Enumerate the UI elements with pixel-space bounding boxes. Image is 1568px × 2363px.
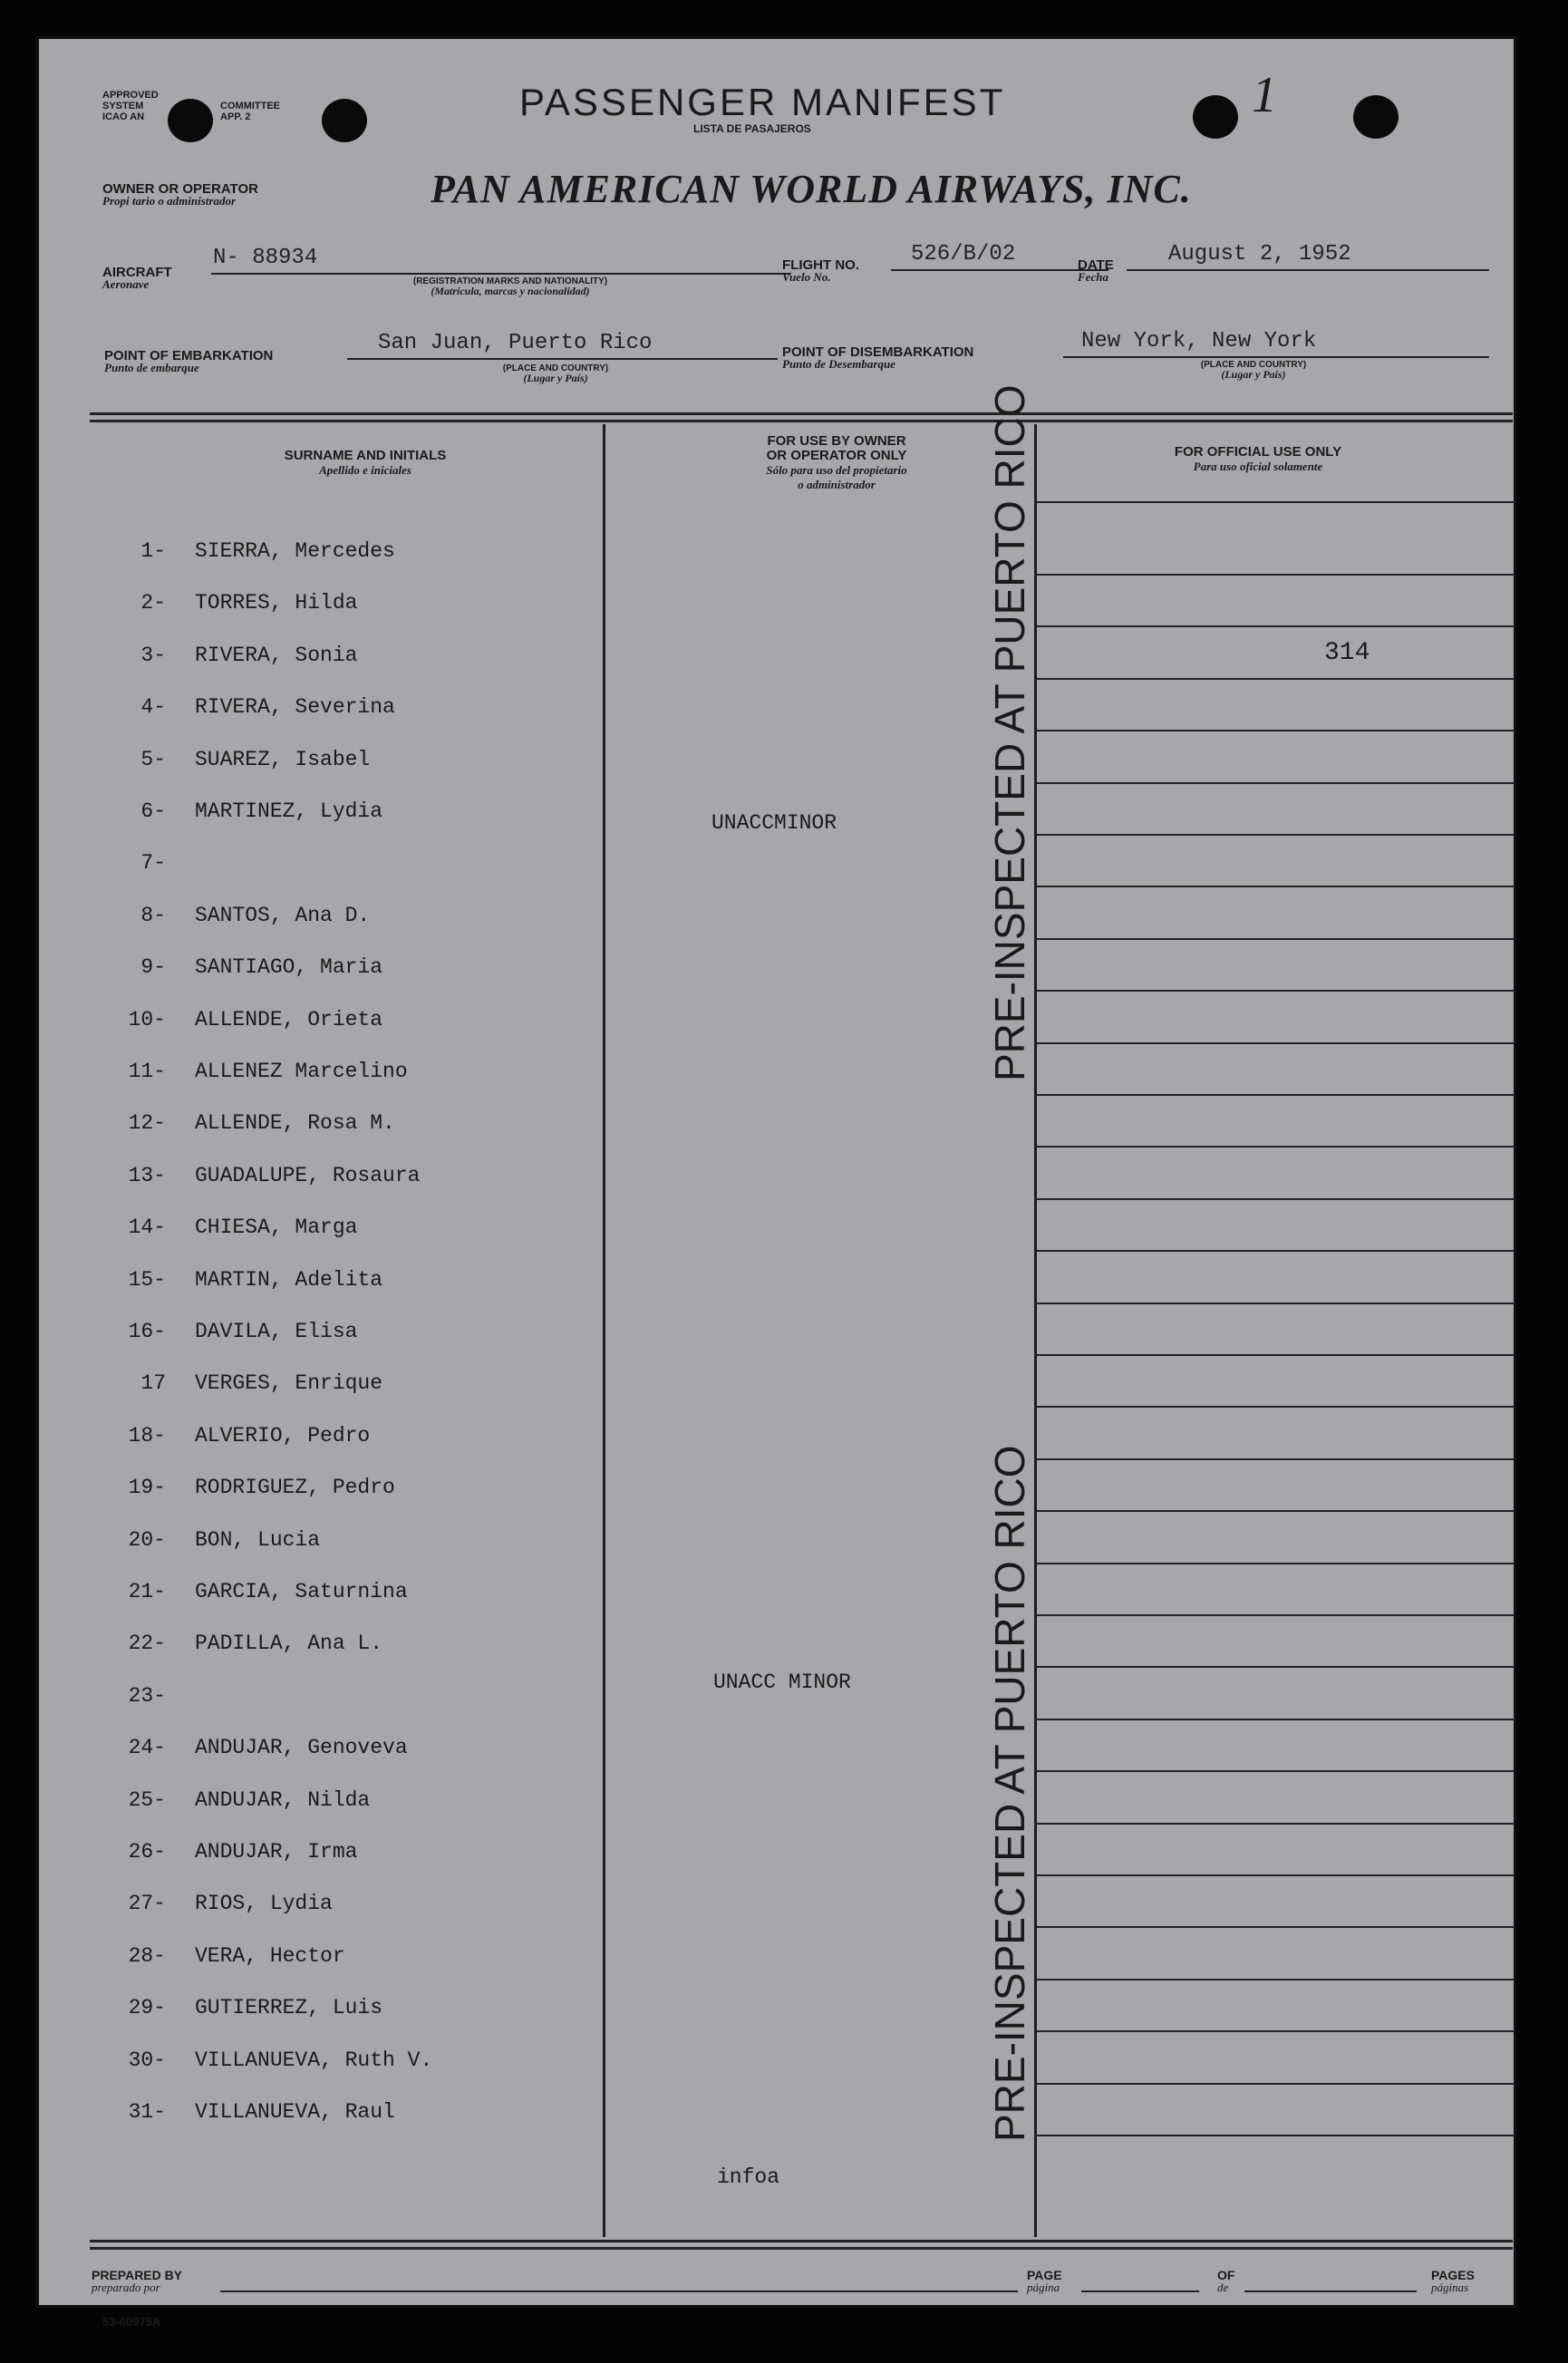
row-number: 14- — [128, 1215, 166, 1240]
approval-line: ICAO AN — [102, 111, 145, 122]
row-number: 11- — [128, 1060, 166, 1083]
page-title: PASSENGER MANIFEST — [519, 81, 1006, 123]
passenger-name: ANDUJAR, Irma — [195, 1840, 358, 1864]
row-rule — [1034, 574, 1515, 576]
owner-label: OWNER OR OPERATOR — [102, 181, 258, 197]
passenger-name: ANDUJAR, Nilda — [195, 1787, 371, 1812]
passenger-name: ALLENDE, Rosa M. — [195, 1111, 395, 1136]
of-label: OF — [1217, 2268, 1235, 2282]
row-number: 27- — [128, 1892, 166, 1916]
row-rule — [1034, 678, 1515, 680]
passenger-name: VILLANUEVA, Ruth V. — [195, 2048, 433, 2072]
flight-label-es: Vuelo No. — [782, 270, 831, 284]
row-rule — [1034, 1614, 1515, 1616]
row-rule — [1034, 2135, 1515, 2136]
row-number: 3- — [140, 643, 166, 667]
embark-label: POINT OF EMBARKATION — [104, 348, 274, 363]
passenger-name: ALVERIO, Pedro — [195, 1423, 371, 1448]
pages-label: PAGES — [1431, 2268, 1475, 2282]
row-number: 29- — [128, 1996, 166, 2020]
infoa-note: infoa — [717, 2165, 780, 2189]
date-label: DATE — [1078, 257, 1114, 273]
row-rule — [1034, 1250, 1515, 1252]
disembark-label: POINT OF DISEMBARKATION — [782, 344, 974, 360]
flight-number: 526/B/02 — [911, 242, 1016, 266]
official-number: 314 — [1324, 639, 1370, 667]
airline-name: PAN AMERICAN WORLD AIRWAYS, INC. — [431, 167, 1192, 211]
row-number: 1- — [140, 539, 166, 563]
passenger-name: SIERRA, Mercedes — [195, 539, 395, 563]
row-rule — [1034, 1354, 1515, 1356]
row-number: 8- — [140, 903, 166, 927]
form-code: 53-60975A — [102, 2315, 161, 2329]
date-value: August 2, 1952 — [1168, 242, 1351, 266]
row-number: 28- — [128, 1943, 166, 1968]
passenger-name: RODRIGUEZ, Pedro — [195, 1476, 395, 1500]
row-rule — [1034, 1458, 1515, 1460]
row-number: 6- — [140, 799, 166, 823]
row-number: 12- — [128, 1111, 166, 1136]
row-rule — [1034, 990, 1515, 992]
passenger-name: VERA, Hector — [195, 1943, 345, 1968]
passenger-name: RIVERA, Sonia — [195, 643, 358, 667]
row-number: 13- — [128, 1163, 166, 1187]
passenger-name: SUAREZ, Isabel — [195, 747, 371, 771]
passenger-name: BON, Lucia — [195, 1527, 321, 1552]
row-rule — [1034, 625, 1515, 627]
row-number: 17 — [140, 1371, 166, 1396]
approval-line: SYSTEM — [102, 101, 144, 111]
preinspection-stamp: PRE-INSPECTED AT PUERTO RICO — [986, 1445, 1033, 2142]
manifest-sheet — [36, 36, 1516, 2329]
row-rule — [1034, 1719, 1515, 1720]
aircraft-value: N- 88934 — [213, 246, 318, 270]
row-number: 20- — [128, 1527, 166, 1552]
column-header-owner: FOR USE BY OWNER OR OPERATOR ONLY Sólo para uso del propietario o administrador — [766, 433, 907, 491]
page-label: PAGE — [1027, 2268, 1062, 2282]
row-rule — [1034, 1303, 1515, 1304]
row-rule — [1034, 2083, 1515, 2085]
row-number: 2- — [140, 591, 166, 615]
row-rule — [1034, 1094, 1515, 1096]
row-number: 9- — [140, 955, 166, 980]
registration-caption: (REGISTRATION MARKS AND NATIONALITY) (Matrícula, marcas y nacionalidad) — [412, 276, 608, 297]
unacc-minor-note: UNACCMINOR — [711, 811, 837, 835]
passenger-name: ALLENEZ Marcelino — [195, 1060, 408, 1083]
aircraft-label: AIRCRAFT — [102, 265, 172, 280]
passenger-name: GUADALUPE, Rosaura — [195, 1163, 421, 1187]
row-rule — [1034, 1510, 1515, 1512]
row-number: 19- — [128, 1476, 166, 1500]
punch-hole — [1193, 95, 1238, 139]
punch-hole — [168, 99, 213, 142]
approval-line: APPROVED — [102, 90, 159, 101]
passenger-name: DAVILA, Elisa — [195, 1320, 358, 1343]
row-number: 7- — [140, 851, 166, 876]
row-number: 26- — [128, 1840, 166, 1864]
passenger-name: GUTIERREZ, Luis — [195, 1996, 383, 2020]
row-rule — [1034, 782, 1515, 784]
disembark-place-caption: (PLACE AND COUNTRY) (Lugar y País) — [1200, 360, 1307, 381]
page-subtitle: LISTA DE PASAJEROS — [693, 122, 811, 135]
passenger-name: CHIESA, Marga — [195, 1215, 358, 1240]
row-number: 10- — [128, 1007, 166, 1031]
passenger-name: PADILLA, Ana L. — [195, 1632, 383, 1656]
passenger-name: VILLANUEVA, Raul — [195, 2100, 395, 2124]
flight-label: FLIGHT NO. — [782, 257, 859, 273]
date-label-es: Fecha — [1078, 270, 1108, 284]
aircraft-label-es: Aeronave — [102, 277, 150, 291]
passenger-name: TORRES, Hilda — [195, 591, 358, 615]
row-number: 5- — [140, 747, 166, 771]
passenger-name: VERGES, Enrique — [195, 1371, 383, 1396]
row-rule — [1034, 886, 1515, 887]
passenger-name: SANTOS, Ana D. — [195, 903, 371, 927]
row-rule — [1034, 1406, 1515, 1408]
punch-hole — [1353, 95, 1399, 139]
row-rule — [1034, 1926, 1515, 1928]
row-rule — [1034, 938, 1515, 940]
row-number: 22- — [128, 1632, 166, 1656]
embark-place-caption: (PLACE AND COUNTRY) (Lugar y País) — [502, 363, 609, 384]
row-rule — [1034, 1563, 1515, 1564]
row-number: 18- — [128, 1423, 166, 1448]
owner-label-es: Propi tario o administrador — [102, 194, 236, 208]
row-rule — [1034, 1823, 1515, 1825]
passenger-name: SANTIAGO, Maria — [195, 955, 383, 980]
embark-label-es: Punto de embarque — [104, 361, 199, 374]
passenger-name: MARTINEZ, Lydia — [195, 799, 383, 823]
approval-block — [102, 90, 159, 122]
prepared-by-label: PREPARED BY — [92, 2268, 183, 2282]
page-label-es: página — [1027, 2281, 1060, 2294]
row-rule — [1034, 1874, 1515, 1876]
row-number: 30- — [128, 2048, 166, 2072]
row-number: 4- — [140, 695, 166, 720]
row-number: 31- — [128, 2100, 166, 2124]
row-rule — [1034, 730, 1515, 731]
passenger-name: ANDUJAR, Genoveva — [195, 1736, 408, 1760]
punch-hole — [322, 99, 367, 142]
pages-label-es: páginas — [1431, 2281, 1469, 2294]
row-rule — [1034, 1146, 1515, 1148]
passenger-name: RIOS, Lydia — [195, 1892, 333, 1916]
embark-value: San Juan, Puerto Rico — [378, 331, 653, 355]
row-number: 23- — [128, 1683, 166, 1708]
passenger-name: GARCIA, Saturnina — [195, 1580, 408, 1603]
row-number: 15- — [128, 1267, 166, 1292]
column-header-surname: SURNAME AND INITIALS Apellido e iniciales — [284, 448, 447, 477]
passenger-name: MARTIN, Adelita — [195, 1267, 383, 1292]
prepared-by-label-es: preparado por — [92, 2281, 160, 2294]
of-label-es: de — [1217, 2281, 1229, 2294]
row-rule — [1034, 1979, 1515, 1980]
column-header-official: FOR OFFICIAL USE ONLY Para uso oficial solamente — [1174, 444, 1342, 473]
committee-label: COMMITTEE — [220, 101, 280, 111]
header-rule — [1034, 501, 1515, 503]
row-number: 25- — [128, 1787, 166, 1812]
row-rule — [1034, 834, 1515, 836]
unacc-minor-note: UNACC MINOR — [713, 1671, 851, 1694]
preinspection-stamp: PRE-INSPECTED AT PUERTO RICO — [986, 384, 1033, 1081]
passenger-name: RIVERA, Severina — [195, 695, 395, 720]
page-mark: 1 — [1252, 67, 1277, 123]
disembark-value: New York, New York — [1081, 329, 1317, 353]
disembark-label-es: Punto de Desembarque — [782, 357, 895, 371]
row-number: 24- — [128, 1736, 166, 1760]
row-rule — [1034, 1666, 1515, 1668]
app-label: APP. 2 — [220, 111, 251, 122]
row-number: 16- — [128, 1320, 166, 1343]
row-rule — [1034, 1042, 1515, 1044]
row-rule — [1034, 2030, 1515, 2032]
row-rule — [1034, 1770, 1515, 1772]
passenger-name: ALLENDE, Orieta — [195, 1007, 383, 1031]
row-rule — [1034, 1198, 1515, 1200]
row-number: 21- — [128, 1580, 166, 1603]
